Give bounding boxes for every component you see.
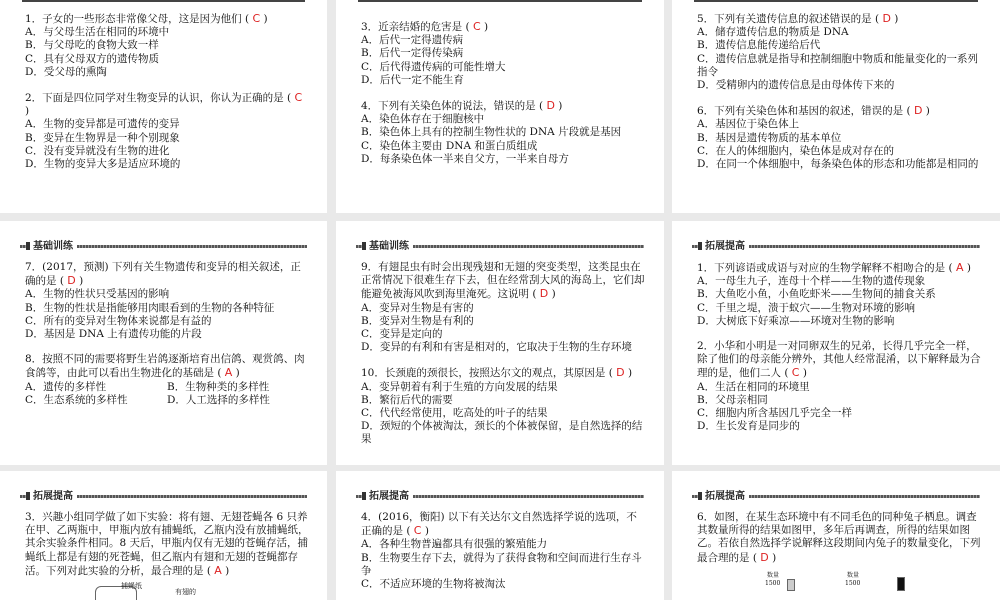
option-d: D．人工选择的多样性	[167, 393, 270, 406]
sketch-label: 有翅的	[175, 588, 196, 597]
option-c: C．后代得遗传病的可能性增大	[361, 60, 506, 73]
panel-q9-q10	[336, 221, 664, 465]
top-rule	[694, 0, 978, 2]
question-5	[697, 12, 982, 92]
answer-mark: A	[955, 261, 964, 274]
question-9	[361, 261, 646, 354]
answer-mark: C	[791, 366, 800, 380]
option-c: C．千里之堤，溃于蚁穴——生物对环境的影响	[697, 301, 916, 314]
question-ext-4	[361, 511, 646, 591]
option-a: A．生活在相同的环境里	[697, 380, 810, 393]
question-block	[697, 12, 982, 183]
option-c: C．细胞内所含基因几乎完全一样	[697, 407, 853, 420]
option-b: B．父母亲相同	[697, 393, 768, 406]
stem-tail: )	[235, 367, 240, 380]
stem-tail: )	[424, 525, 429, 538]
section-tag: 基础训练	[26, 237, 77, 252]
answer-mark: A	[214, 563, 222, 577]
option-a: A．生物的性状只受基因的影响	[25, 288, 170, 301]
answer-mark: C	[294, 91, 303, 105]
option-b: B．生物的性状是指能够用肉眼看到的生物的各种特征	[25, 301, 275, 314]
option-a: A．储存遗传信息的物质是 DNA	[697, 26, 849, 39]
question-stem: 3．近亲结婚的危害是 (	[361, 21, 470, 33]
question-stem: 4．(2016，衡阳) 以下有关达尔文自然选择学说的选项，不正确的是 (	[361, 511, 637, 538]
answer-mark: D	[616, 366, 625, 380]
option-a: A．遗传的多样性	[25, 380, 107, 393]
option-b: B．变异在生物界是一种个别现象	[25, 131, 180, 144]
option-d: D．受精卵内的遗传信息是由母体传下来的	[697, 79, 895, 92]
option-c: C．生态系统的多样性	[25, 393, 128, 406]
stem-tail: )	[772, 551, 777, 564]
option-row-2	[25, 394, 309, 407]
option-a: A．各种生物普遍都具有很强的繁殖能力	[361, 538, 548, 551]
question-stem: 6．下列有关染色体和基因的叙述，错误的是 (	[697, 105, 911, 118]
chart-bar	[897, 577, 905, 591]
option-d: D．颈短的个体被淘汰，颈长的个体被保留，是自然选择的结果	[361, 420, 643, 446]
stem-tail: )	[79, 275, 84, 288]
option-c: C．不适应环境的生物将被淘汰	[361, 578, 506, 591]
stem-tail: )	[25, 105, 30, 118]
stem-tail: )	[802, 367, 807, 380]
question-2	[25, 91, 309, 171]
answer-mark: D	[882, 12, 891, 25]
question-block	[697, 261, 982, 445]
option-c: C．变异是定向的	[361, 328, 443, 341]
stem-tail: )	[627, 367, 633, 380]
panel-q7-q8	[0, 221, 327, 465]
answer-mark: C	[252, 12, 261, 25]
option-d: D．受父母的熏陶	[25, 65, 107, 78]
option-a: A．后代一定得遗传病	[361, 34, 464, 47]
question-stem: 4．下列有关染色体的说法，错误的是 (	[361, 100, 544, 113]
stem-tail: )	[925, 105, 930, 118]
question-block	[361, 20, 646, 178]
question-ext-2	[697, 340, 982, 433]
option-a: A．一母生九子，连母十个样——生物的遗传现象	[697, 275, 926, 288]
experiment-sketch	[25, 582, 309, 600]
section-header	[692, 487, 980, 503]
question-ext-1	[697, 261, 982, 328]
option-c: C．所有的变异对生物体来说都是有益的	[25, 314, 212, 327]
option-b: B．繁衍后代的需要	[361, 393, 453, 406]
question-3	[361, 20, 646, 87]
question-block	[25, 261, 309, 419]
section-header	[20, 237, 307, 253]
option-d: D．每条染色体一半来自父方，一半来自母方	[361, 152, 569, 165]
question-10	[361, 366, 646, 446]
sketch-label: 捕蝇纸	[121, 582, 142, 591]
answer-mark: C	[472, 20, 481, 33]
question-block	[25, 12, 309, 183]
question-stem: 10．长颈鹿的颈很长，按照达尔文的观点，其原因是 (	[361, 367, 613, 380]
section-header	[20, 487, 307, 503]
option-b: B．后代一定得传染病	[361, 47, 464, 60]
panel-q5-q6	[672, 0, 1000, 213]
question-stem: 3．兴趣小组同学做了如下实验：将有翅、无翅苍蝇各 6 只养在甲、乙两瓶中，甲瓶内放有捕蝇纸，乙瓶内没有放捕蝇纸，其余实验条件相同。8 天后，甲瓶内仅有无翅的苍蝇存活，捕蝇纸上都是有翅的死苍蝇，但乙瓶内有翅和无翅的苍蝇都存活。下列对此实验的分析，最合理的是 (	[25, 511, 309, 577]
question-7	[25, 261, 309, 341]
stem-tail: )	[551, 288, 556, 301]
question-block	[25, 511, 309, 600]
option-d: D．生物的变异大多是适应环境的	[25, 158, 181, 171]
option-b: B．基因是遗传物质的基本单位	[697, 131, 842, 144]
answer-mark: D	[913, 104, 923, 118]
question-4	[361, 99, 646, 166]
panel-q3-q4	[336, 0, 664, 213]
option-b: B．染色体上具有的控制生物性状的 DNA 片段就是基因	[361, 126, 622, 139]
section-tag: 拓展提高	[362, 487, 413, 502]
option-d: D．基因是 DNA 上有遗传功能的片段	[25, 328, 202, 341]
question-stem: 2．小华和小明是一对同卵双生的兄弟，长得几乎完全一样，除了他们的母亲能分辨外，其他人经常混淆，以下解释最为合理的是，他们二人 (	[697, 340, 981, 380]
stem-tail: )	[966, 262, 971, 274]
stem-tail: )	[263, 13, 268, 25]
population-charts	[697, 569, 982, 597]
option-c: C．遗传信息就是指导和控制细胞中物质和能量变化的一系列指令	[697, 52, 979, 78]
option-c: C．代代经常使用，吃高处的叶子的结果	[361, 407, 548, 420]
stem-tail: )	[484, 21, 489, 33]
question-stem: 7．(2017，预测) 下列有关生物遗传和变异的相关叙述，正确的是 (	[25, 261, 301, 288]
option-d: D．在同一个体细胞中，每条染色体的形态和功能都是相同的	[697, 158, 979, 171]
top-rule	[22, 0, 305, 2]
chart-ylabel: 数量	[767, 571, 780, 579]
question-stem: 1．子女的一些形态非常像父母，这是因为他们 (	[25, 13, 250, 25]
question-stem: 8．按照不同的需要将野生岩鸽逐渐培育出信鸽、观赏鸽、肉食鸽等，由此可以看出生物进化的基础是 (	[25, 353, 305, 380]
answer-mark: D	[546, 99, 555, 113]
chart-tick: 1500	[765, 579, 781, 587]
option-a: A．基因位于染色体上	[697, 118, 800, 131]
option-a: A．变异朝着有利于生殖的方向发展的结果	[361, 380, 558, 393]
chart-tick: 1500	[845, 579, 861, 587]
answer-mark: D	[760, 550, 769, 564]
answer-mark: D	[539, 287, 549, 301]
answer-mark: D	[67, 274, 76, 288]
panel-ext-q3	[0, 471, 327, 600]
option-c: C．在人的体细胞内，染色体是成对存在的	[697, 144, 895, 157]
question-stem: 6．如图，在某生态环境中有不同毛色的同种兔子栖息。调查其数量所得的结果如图甲，多年后再调查，所得的结果如图乙。若依自然选择学说解释这段期间内兔子的数量变化，下列最合理的是 (	[697, 511, 981, 564]
section-header	[356, 237, 644, 253]
section-header	[692, 237, 980, 253]
panel-ext-q6	[672, 471, 1000, 600]
question-8	[25, 353, 309, 407]
option-b: B．生物要生存下去，就得为了获得食物和空间而进行生存斗争	[361, 551, 642, 577]
stem-tail: )	[558, 100, 563, 113]
question-ext-3	[25, 511, 309, 600]
section-header	[356, 487, 644, 503]
section-tag: 拓展提高	[698, 237, 749, 252]
option-c: C．没有变异就没有生物的进化	[25, 144, 170, 157]
option-c: C．具有父母双方的遗传物质	[25, 52, 160, 65]
question-block	[361, 511, 646, 600]
option-b: B．生物种类的多样性	[167, 380, 270, 393]
question-1	[25, 12, 309, 79]
stem-tail: )	[894, 13, 899, 25]
option-d: D．大树底下好乘凉——环境对生物的影响	[697, 314, 895, 327]
option-d: D．生长发育是同步的	[697, 420, 800, 433]
section-tag: 拓展提高	[26, 487, 77, 502]
chart-ylabel: 数量	[847, 571, 860, 579]
option-b: B．变异对生物是有利的	[361, 314, 474, 327]
option-b: B．大鱼吃小鱼，小鱼吃虾米——生物间的捕食关系	[697, 288, 936, 301]
option-b: B．与父母吃的食物大致一样	[25, 39, 159, 52]
option-a: A．生物的变异都是可遗传的变异	[25, 118, 180, 131]
question-ext-6	[697, 511, 982, 597]
question-stem: 5．下列有关遗传信息的叙述错误的是 (	[697, 13, 880, 25]
question-block	[697, 511, 982, 600]
question-stem: 2．下面是四位同学对生物变异的认识，你认为正确的是 (	[25, 92, 292, 105]
option-b: B．遗传信息能传递给后代	[697, 39, 821, 52]
answer-mark: C	[413, 524, 422, 538]
question-block	[361, 261, 646, 459]
answer-mark: A	[224, 366, 233, 380]
panel-ext-q4	[336, 471, 664, 600]
option-d: D．变异的有利和有害是相对的，它取决于生物的生存环境	[361, 341, 632, 354]
stem-tail: )	[225, 564, 230, 577]
option-a: A．与父母生活在相同的环境中	[25, 26, 170, 39]
option-d: D．后代一定不能生育	[361, 73, 464, 86]
option-a: A．变异对生物是有害的	[361, 301, 474, 314]
question-6	[697, 104, 982, 171]
option-row-1	[25, 381, 309, 394]
option-a: A．染色体存在于细胞核中	[361, 113, 485, 126]
panel-ext-q1-q2	[672, 221, 1000, 465]
option-c: C．染色体主要由 DNA 和蛋白质组成	[361, 139, 538, 152]
section-tag: 基础训练	[362, 237, 413, 252]
question-stem: 1．下列谚语或成语与对应的生物学解释不相吻合的是 (	[697, 262, 953, 274]
top-rule	[358, 0, 642, 2]
section-tag: 拓展提高	[698, 487, 749, 502]
question-stem: 9．有翅昆虫有时会出现残翅和无翅的突变类型，这类昆虫在正常情况下很难生存下去，但在经常刮大风的海岛上，它们却能避免被海风吹到海里淹死。这说明 (	[361, 261, 645, 301]
chart-bar	[787, 579, 795, 591]
panel-q1-q2	[0, 0, 327, 213]
